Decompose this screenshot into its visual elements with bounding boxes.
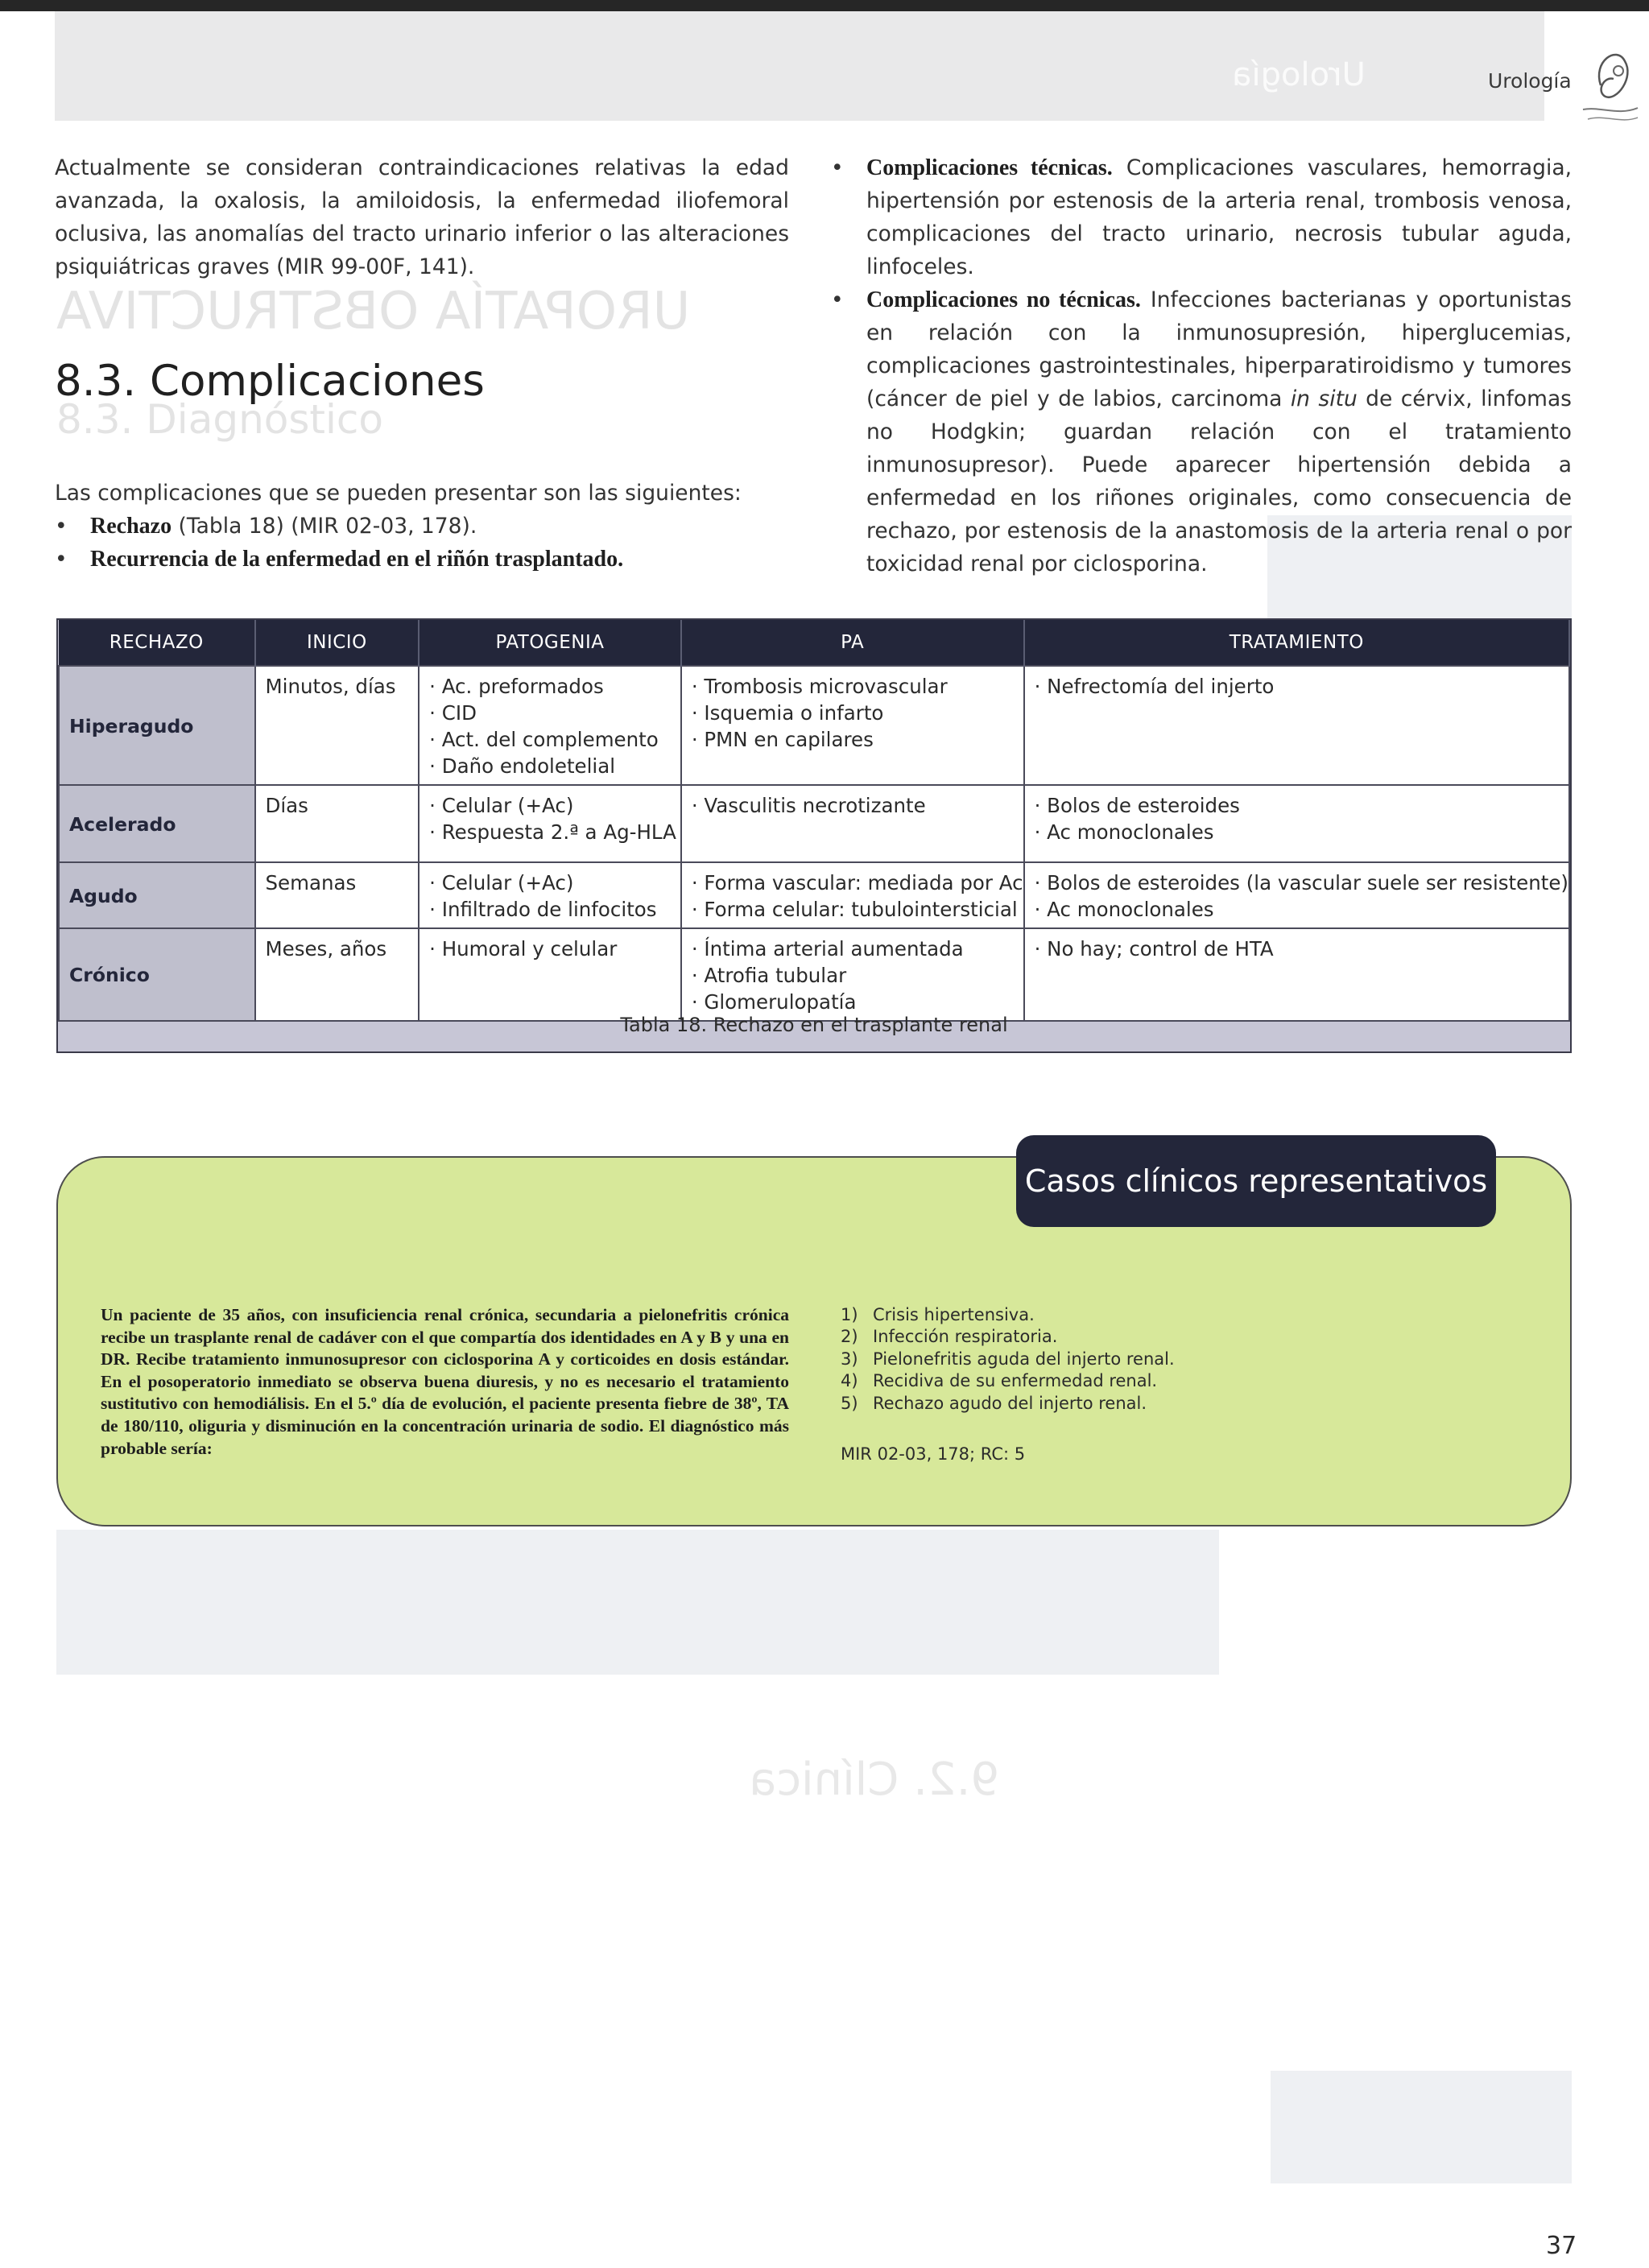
cell-line: · Respuesta 2.ª a Ag-HLA [429, 820, 676, 844]
cell-line: · Bolos de esteroides (la vascular suele ser resistente) [1034, 871, 1568, 894]
table-caption: Tabla 18. Rechazo en el trasplante renal [620, 1014, 1008, 1036]
left-column [55, 151, 789, 283]
table-cell [419, 862, 681, 928]
table-cell [1024, 862, 1569, 928]
complications-intro: Las complicaciones que se pueden presentar son las siguientes: [55, 481, 742, 506]
option-number: 1) [841, 1305, 858, 1324]
option-text: Rechazo agudo del injerto renal. [873, 1393, 1147, 1413]
bleed-through-box-lower [1271, 2071, 1572, 2183]
list-item-term: Complicaciones no técnicas. [866, 287, 1141, 312]
column-header: RECHAZO [59, 620, 255, 666]
column-header: TRATAMIENTO [1024, 620, 1569, 666]
contraindications-paragraph: Actualmente se consideran contraindicaciones relativas la edad avanzada, la oxalosis, la amiloidosis, la enfermedad iliofemoral oclusiva, las anomalías del tracto urinario inferior o las alteraciones psiquiátricas graves (MIR 99-00F, 141). [55, 155, 789, 279]
table-cell: Semanas [255, 862, 419, 928]
table-cell: Días [255, 785, 419, 862]
column-header: PATOGENIA [419, 620, 681, 666]
answer-option [841, 1370, 1404, 1392]
table-cell [1024, 666, 1569, 785]
bleed-through-subtitle: 8.3. Diagnóstico [56, 396, 383, 443]
list-item-term: Rechazo [90, 514, 172, 539]
table-row [59, 862, 1569, 928]
column-header: INICIO [255, 620, 419, 666]
rejection-table [58, 620, 1570, 1022]
table-cell [1024, 785, 1569, 862]
option-text: Recidiva de su enfermedad renal. [873, 1371, 1158, 1391]
table-cell [419, 666, 681, 785]
complications-list-right [831, 151, 1572, 580]
cell-line: · Forma vascular: mediada por Ac [691, 871, 1023, 894]
table-row [59, 928, 1569, 1021]
list-item-text: (Tabla 18) (MIR 02-03, 178). [172, 514, 477, 539]
table-cell [419, 928, 681, 1021]
row-header: Agudo [59, 862, 255, 928]
option-number: 2) [841, 1327, 858, 1347]
cell-line: · Ac. preformados [429, 675, 604, 698]
table-cell: Meses, años [255, 928, 419, 1021]
right-column [831, 151, 1572, 580]
option-number: 3) [841, 1349, 858, 1369]
cell-line: · Glomerulopatía [691, 990, 857, 1014]
list-item [831, 151, 1572, 283]
cell-line: · Atrofia tubular [691, 964, 847, 987]
list-item [55, 543, 796, 576]
cell-line: · Vasculitis necrotizante [691, 794, 926, 817]
complications-list-left [55, 510, 796, 576]
row-header: Acelerado [59, 785, 255, 862]
cell-line: · Íntima arterial aumentada [691, 937, 964, 960]
cell-line: · Daño endoletelial [429, 754, 616, 778]
table-cell [1024, 928, 1569, 1021]
table-row [59, 666, 1569, 785]
bleed-through-table [56, 1530, 1219, 1675]
cell-line: · PMN en capilares [691, 728, 874, 751]
clinical-cases-title: Casos clínicos representativos [1016, 1135, 1496, 1227]
option-number: 5) [841, 1393, 858, 1413]
section-heading: 8.3. Complicaciones [55, 357, 485, 406]
table-header-row [59, 620, 1569, 666]
row-header: Crónico [59, 928, 255, 1021]
cell-line: · Ac monoclonales [1034, 820, 1214, 844]
rejection-table-container [56, 618, 1572, 1053]
urology-logo-icon [1577, 29, 1641, 134]
answer-options [841, 1304, 1404, 1415]
cell-line: · Trombosis microvascular [691, 675, 948, 698]
table-cell [681, 785, 1024, 862]
cell-line: · Infiltrado de linfocitos [429, 898, 657, 921]
cell-line: · Act. del complemento [429, 728, 659, 751]
table-cell: Minutos, días [255, 666, 419, 785]
list-item-text: Infecciones bacterianas y oportunistas en relación con la inmunosupresión, hiperglucemias, complicaciones gastrointestinales, hiperparatiroidismo y tumores (cáncer de piel y de labios, carcinoma [866, 287, 1572, 411]
option-text: Crisis hipertensiva. [873, 1305, 1035, 1324]
row-header: Hiperagudo [59, 666, 255, 785]
table-cell [419, 785, 681, 862]
list-item-italic: in situ [1290, 386, 1358, 411]
bleed-through-header: Urología [1232, 56, 1366, 93]
column-header: PA [681, 620, 1024, 666]
list-item-text: Complicaciones vasculares, hemorragia, hipertensión por estenosis de la arteria renal, trombosis venosa, complicaciones del tracto urinario, necrosis tubular aguda, linfoceles. [866, 155, 1572, 279]
cell-line: · Forma celular: tubulointersticial [691, 898, 1018, 921]
table-row [59, 785, 1569, 862]
answer-reference: MIR 02-03, 178; RC: 5 [841, 1444, 1026, 1464]
cell-line: · Nefrectomía del injerto [1034, 675, 1275, 698]
table-cell [681, 862, 1024, 928]
cell-line: · Bolos de esteroides [1034, 794, 1240, 817]
bleed-through-heading: 9.2. Clínica [749, 1754, 1000, 1806]
list-item-text: de cérvix, linfomas no Hodgkin; guardan relación con el tratamiento inmunosupresor). Puede aparecer hipertensión debida a enfermedad en los riñones originales, como consecuencia de rechazo, por estenosis de la anastomosis de la arteria renal o por toxicidad renal por ciclosporina. [866, 386, 1572, 576]
cell-line: · Celular (+Ac) [429, 794, 574, 817]
cell-line: · Ac monoclonales [1034, 898, 1214, 921]
clinical-case-statement: Un paciente de 35 años, con insuficiencia renal crónica, secundaria a pielonefritis crónica recibe un trasplante renal de cadáver con el que compartía dos identidades en A y B y una en DR. Recibe tratamiento inmunosupresor con ciclosporina A y corticoides en dosis estándar. En el posoperatorio inmediato se observa buena diuresis, y no es necesario el tratamiento sustitutivo con hemodiálisis. En el 5.º día de evolución, el paciente presenta fiebre de 38º, TA de 180/110, oliguria y disminución en la concentración urinaria de sodio. El diagnóstico más probable sería: [101, 1305, 789, 1458]
answer-option [841, 1349, 1404, 1370]
cell-line: · No hay; control de HTA [1034, 937, 1274, 960]
cell-line: · CID [429, 701, 477, 725]
page-number: 37 [1546, 2232, 1577, 2260]
cell-line: · Celular (+Ac) [429, 871, 574, 894]
answer-option [841, 1393, 1404, 1415]
table-cell [681, 666, 1024, 785]
cell-line: · Humoral y celular [429, 937, 618, 960]
option-text: Pielonefritis aguda del injerto renal. [873, 1349, 1175, 1369]
section-name: Urología [1488, 69, 1572, 93]
list-item-term: Recurrencia de la enfermedad en el riñón trasplantado. [90, 547, 624, 572]
list-item-term: Complicaciones técnicas. [866, 155, 1113, 180]
answer-option [841, 1304, 1404, 1326]
option-text: Infección respiratoria. [873, 1327, 1058, 1347]
table-cell [681, 928, 1024, 1021]
top-edge-bar [0, 0, 1649, 11]
bleed-through-title: UROPATÍA OBSTRUCTIVA [56, 282, 691, 341]
cell-line: · Isquemia o infarto [691, 701, 884, 725]
answer-option [841, 1326, 1404, 1348]
option-number: 4) [841, 1371, 858, 1391]
list-item [55, 510, 796, 543]
list-item [831, 283, 1572, 580]
